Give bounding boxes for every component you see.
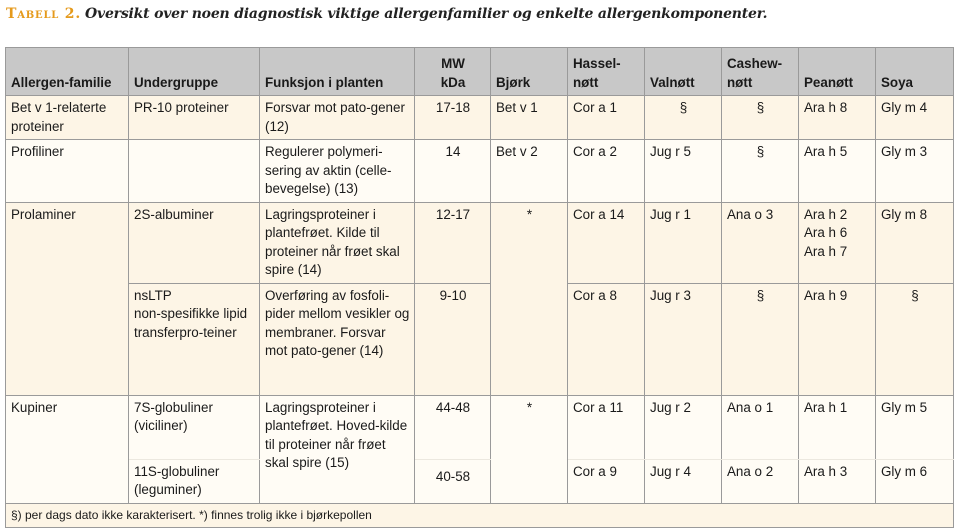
table-footnote-row xyxy=(6,503,954,527)
cell-valnott: Jug r 4 xyxy=(645,459,722,503)
peanott-item: Ara h 7 xyxy=(804,243,848,259)
cell-soya: Gly m 5 xyxy=(876,395,954,459)
caption-label: Tabell 2. xyxy=(6,6,82,22)
peanott-item: Ara h 6 xyxy=(804,225,848,240)
cell-bjork: * xyxy=(491,202,568,395)
cell-family: Bet v 1-relaterte proteiner xyxy=(6,96,129,140)
cell-hassel: Cor a 1 xyxy=(568,96,645,140)
cell-soya: Gly m 4 xyxy=(876,96,954,140)
header-bjork: Bjørk xyxy=(491,48,568,96)
header-soya: Soya xyxy=(876,48,954,96)
header-hassel-line2: nøtt xyxy=(573,74,599,90)
cell-cashew: § xyxy=(722,140,799,203)
header-cashew-line2: nøtt xyxy=(727,74,753,90)
table-row-2s-albuminer xyxy=(6,202,954,283)
table-row-11s-globuliner xyxy=(6,459,954,503)
cell-peanott: Ara h 1 xyxy=(799,395,876,459)
subgroup-line1: nsLTP xyxy=(134,287,172,303)
header-family: Allergen-familie xyxy=(6,48,129,96)
cell-peanott xyxy=(799,202,876,283)
header-hassel xyxy=(568,48,645,96)
header-cashew xyxy=(722,48,799,96)
cell-function: Forsvar mot pato-gener (12) xyxy=(260,96,415,140)
cell-cashew: Ana o 1 xyxy=(722,395,799,459)
allergen-table xyxy=(5,47,954,528)
table-row-nsltp xyxy=(6,283,954,395)
table-footnote: §) per dags dato ikke karakterisert. *) finnes trolig ikke i bjørkepollen xyxy=(6,503,954,527)
cell-mw: 9-10 xyxy=(415,283,491,395)
header-cashew-line1: Cashew- xyxy=(727,56,783,71)
peanott-item: Ara h 2 xyxy=(804,206,848,222)
subgroup-line2: (viciliner) xyxy=(134,418,188,433)
cell-mw: 12-17 xyxy=(415,202,491,283)
cell-subgroup xyxy=(129,140,260,203)
cell-subgroup: PR-10 proteiner xyxy=(129,96,260,140)
cell-family: Prolaminer xyxy=(6,202,129,395)
header-hassel-line1: Hassel- xyxy=(573,56,621,71)
cell-soya: Gly m 8 xyxy=(876,202,954,283)
cell-bjork: Bet v 1 xyxy=(491,96,568,140)
table-row-7s-globuliner xyxy=(6,395,954,459)
header-function: Funksjon i planten xyxy=(260,48,415,96)
cell-cashew: Ana o 3 xyxy=(722,202,799,283)
subgroup-line1: 7S-globuliner xyxy=(134,399,213,415)
cell-soya: Gly m 6 xyxy=(876,459,954,503)
cell-peanott: Ara h 5 xyxy=(799,140,876,203)
header-peanott: Peanøtt xyxy=(799,48,876,96)
cell-bjork: * xyxy=(491,395,568,503)
cell-cashew: § xyxy=(722,283,799,395)
cell-cashew: Ana o 2 xyxy=(722,459,799,503)
header-row xyxy=(6,48,954,96)
header-valnott: Valnøtt xyxy=(645,48,722,96)
cell-function: Overføring av fosfoli-pider mellom vesikler og membraner. Forsvar mot pato-gener (14) xyxy=(260,283,415,395)
cell-peanott: Ara h 3 xyxy=(799,459,876,503)
cell-function: Lagringsproteiner i plantefrøet. Hoved-kilde til proteiner når frøet skal spire (15) xyxy=(260,395,415,503)
cell-subgroup xyxy=(129,283,260,395)
cell-subgroup xyxy=(129,395,260,459)
cell-mw: 40-58 xyxy=(415,459,491,503)
cell-subgroup: 2S-albuminer xyxy=(129,202,260,283)
cell-valnott: § xyxy=(645,96,722,140)
cell-hassel: Cor a 14 xyxy=(568,202,645,283)
cell-hassel: Cor a 2 xyxy=(568,140,645,203)
cell-hassel: Cor a 9 xyxy=(568,459,645,503)
cell-valnott: Jug r 3 xyxy=(645,283,722,395)
header-mw-line1: MW xyxy=(441,56,465,71)
subgroup-line2: (leguminer) xyxy=(134,482,202,497)
cell-cashew: § xyxy=(722,96,799,140)
cell-mw: 14 xyxy=(415,140,491,203)
cell-peanott: Ara h 8 xyxy=(799,96,876,140)
header-mw xyxy=(415,48,491,96)
cell-valnott: Jug r 5 xyxy=(645,140,722,203)
cell-hassel: Cor a 8 xyxy=(568,283,645,395)
caption-title: Oversikt over noen diagnostisk viktige allergenfamilier og enkelte allergenkomponenter. xyxy=(85,6,768,22)
cell-hassel: Cor a 11 xyxy=(568,395,645,459)
cell-family: Profiliner xyxy=(6,140,129,203)
cell-bjork: Bet v 2 xyxy=(491,140,568,203)
cell-mw: 17-18 xyxy=(415,96,491,140)
cell-peanott: Ara h 9 xyxy=(799,283,876,395)
cell-mw: 44-48 xyxy=(415,395,491,459)
cell-function: Regulerer polymeri-sering av aktin (celle-bevegelse) (13) xyxy=(260,140,415,203)
header-subgroup: Undergruppe xyxy=(129,48,260,96)
cell-valnott: Jug r 1 xyxy=(645,202,722,283)
subgroup-line2: non-spesifikke lipid transferpro-teiner xyxy=(134,306,248,340)
table-caption xyxy=(6,6,767,28)
cell-function: Lagringsproteiner i plantefrøet. Kilde til proteiner når frøet skal spire (14) xyxy=(260,202,415,283)
cell-soya: § xyxy=(876,283,954,395)
subgroup-line1: 11S-globuliner xyxy=(134,463,220,479)
cell-valnott: Jug r 2 xyxy=(645,395,722,459)
header-mw-line2: kDa xyxy=(440,74,466,90)
cell-subgroup xyxy=(129,459,260,503)
cell-soya: Gly m 3 xyxy=(876,140,954,203)
cell-family: Kupiner xyxy=(6,395,129,503)
table-row-bet-v1 xyxy=(6,96,954,140)
table-row-profiliner xyxy=(6,140,954,203)
